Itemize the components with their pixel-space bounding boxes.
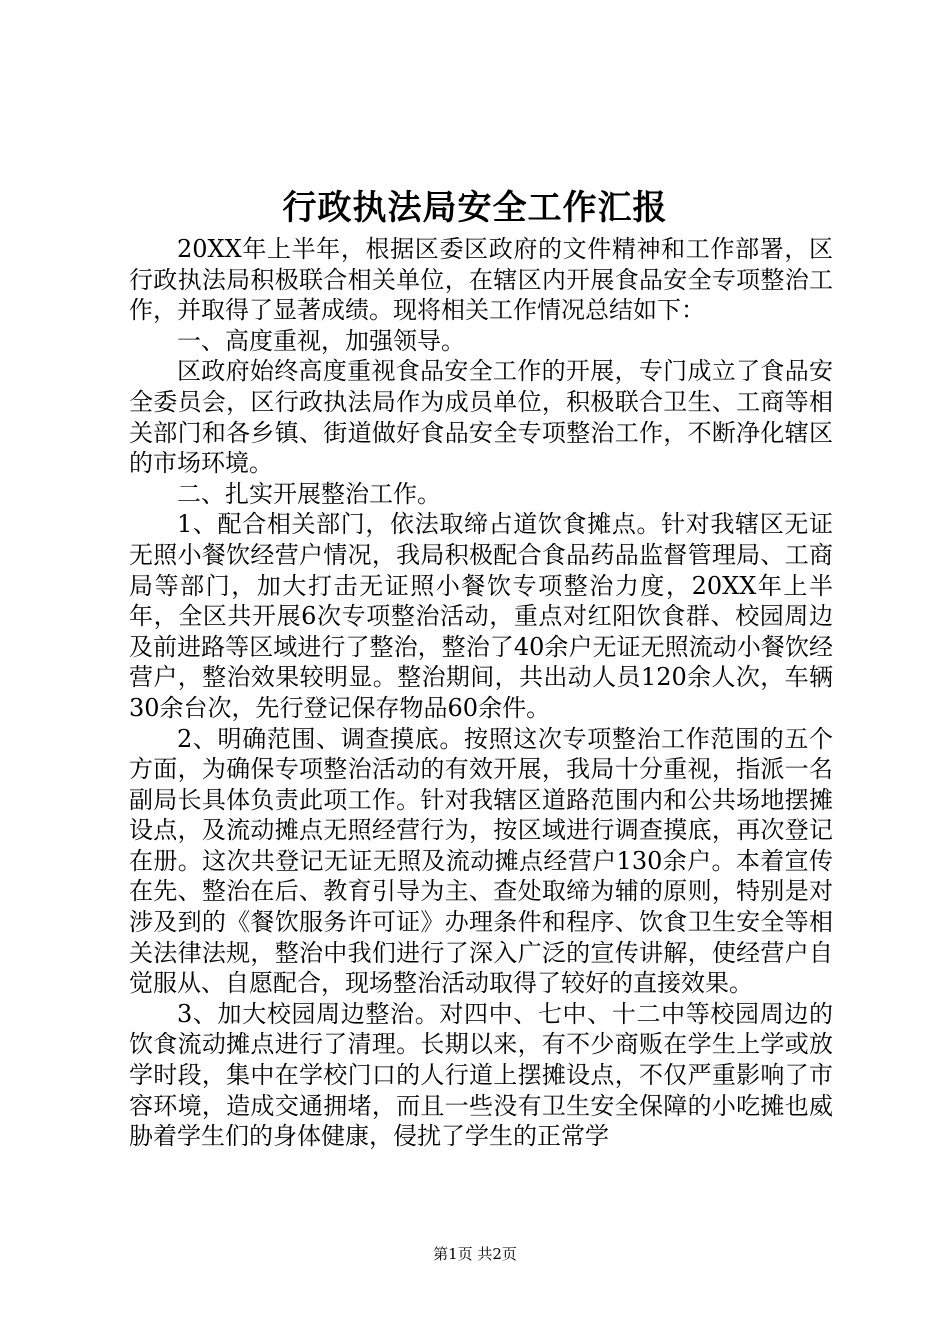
- document-title: 行政执法局安全工作汇报: [282, 188, 668, 228]
- paragraph-section-1: 区政府始终高度重视食品安全工作的开展，专门成立了食品安全委员会，区行政执法局作为成员单位，积极联合卫生、工商等相关部门和各乡镇、街道做好食品安全专项整治工作，不断净化辖区的市场环境。: [129, 357, 833, 478]
- page-number: 第1页 共2页: [433, 1245, 517, 1263]
- section-heading-2: 二、扎实开展整治工作。: [177, 479, 441, 508]
- document-body: [129, 234, 833, 1152]
- paragraph-item-3: 3、加大校园周边整治。对四中、七中、十二中等校园周边的饮食流动摊点进行了清理。长期以来，有不少商贩在学生上学或放学时段，集中在学校门口的人行道上摆摊设点，不仅严重影响了市容环境，造成交通拥堵，而且一些没有卫生安全保障的小吃摊也威胁着学生们的身体健康，侵扰了学生的正常学: [129, 999, 833, 1151]
- paragraph-item-2: 2、明确范围、调查摸底。按照这次专项整治工作范围的五个方面，为确保专项整治活动的有效开展，我局十分重视，指派一名副局长具体负责此项工作。针对我辖区道路范围内和公共场地摆摊设点，及流动摊点无照经营行为，按区域进行调查摸底，再次登记在册。这次共登记无证无照及流动摊点经营户130余户。本着宣传在先、整治在后、教育引导为主、查处取缔为辅的原则，特别是对涉及到的《餐饮服务许可证》办理条件和程序、饮食卫生安全等相关法律法规，整治中我们进行了深入广泛的宣传讲解，使经营户自觉服从、自愿配合，现场整治活动取得了较好的直接效果。: [129, 724, 833, 998]
- paragraph-intro: 20XX年上半年，根据区委区政府的文件精神和工作部署，区行政执法局积极联合相关单位，在辖区内开展食品安全专项整治工作，并取得了显著成绩。现将相关工作情况总结如下：: [129, 235, 833, 325]
- paragraph-item-1: 1、配合相关部门，依法取缔占道饮食摊点。针对我辖区无证无照小餐饮经营户情况，我局积极配合食品药品监督管理局、工商局等部门，加大打击无证照小餐饮专项整治力度，20XX年上半年，全区共开展6次专项整治活动，重点对红阳饮食群、校园周边及前进路等区域进行了整治，整治了40余户无证无照流动小餐饮经营户，整治效果较明显。整治期间，共出动人员120余人次，车辆30余台次，先行登记保存物品60余件。: [129, 510, 833, 722]
- section-heading-1: 一、高度重视，加强领导。: [177, 326, 465, 355]
